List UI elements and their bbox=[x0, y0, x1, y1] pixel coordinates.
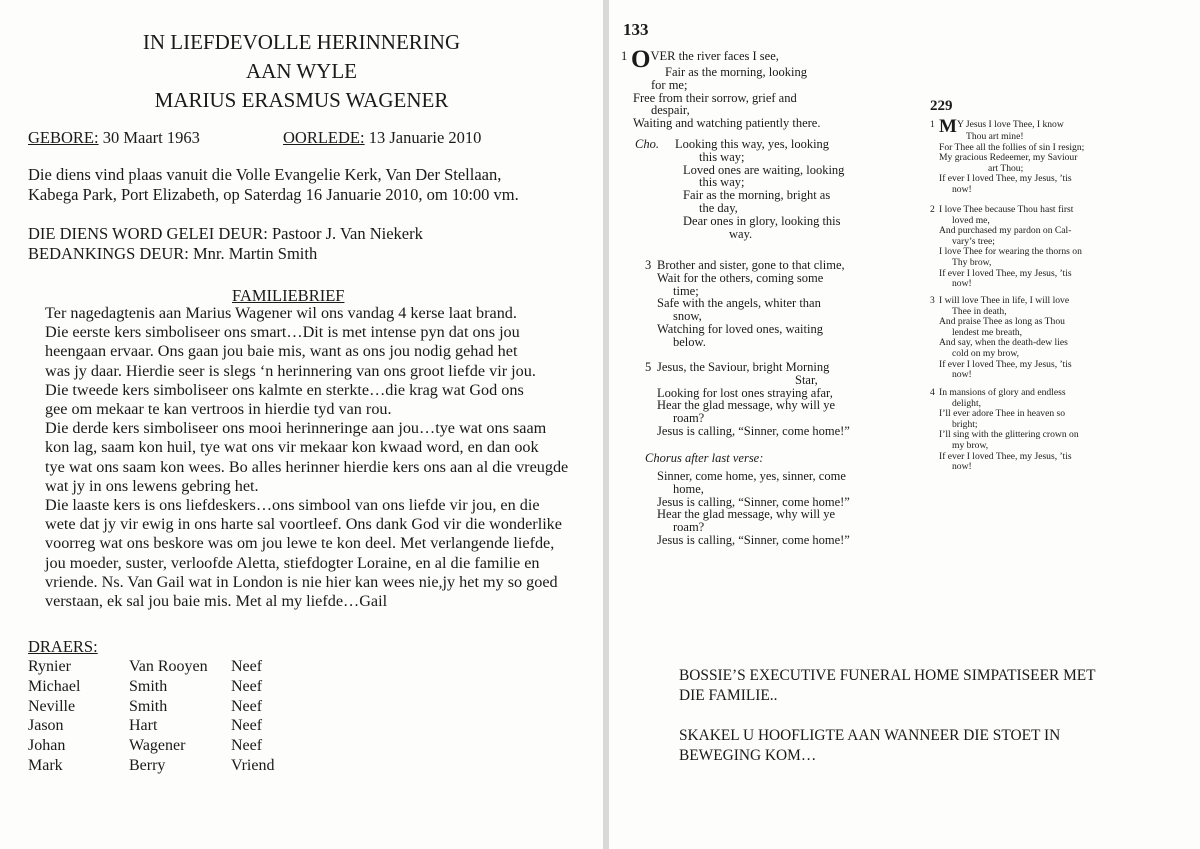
bearer-surname: Berry bbox=[129, 756, 166, 774]
verse-line: Looking for lost ones straying afar, bbox=[657, 385, 833, 400]
hymn-229-verse-4 bbox=[930, 388, 1079, 473]
notice-line: SKAKEL U HOOFLIGTE AAN WANNEER DIE STOET IN bbox=[679, 727, 1061, 744]
verse-number: 1 bbox=[621, 49, 628, 63]
died-label: OORLEDE: bbox=[283, 128, 365, 147]
hymn-229-verse-1 bbox=[930, 116, 1085, 196]
verse-first-line bbox=[930, 388, 1079, 399]
verse-line: roam? bbox=[673, 411, 705, 426]
verse-line: I’ll sing with the glittering crown on bbox=[939, 429, 1079, 441]
verse-line: lendest me breath, bbox=[952, 326, 1023, 338]
bearer-relation: Neef bbox=[231, 658, 263, 675]
verse-line: If ever I loved Thee, my Jesus, ’tis bbox=[939, 358, 1072, 370]
letter-heading: FAMILIEBRIEF bbox=[232, 286, 345, 305]
verse-line: If ever I loved Thee, my Jesus, ’tis bbox=[939, 173, 1072, 185]
verse-first-line bbox=[645, 259, 845, 272]
verse-line: despair, bbox=[651, 103, 690, 118]
verse-line: Hear the glad message, why will ye bbox=[657, 507, 836, 522]
verse-line: Jesus, the Saviour, bright Morning bbox=[657, 360, 830, 374]
verse-line: Thy brow, bbox=[952, 256, 992, 268]
hymn-229-number: 229 bbox=[930, 98, 953, 114]
verse-line: loved me, bbox=[952, 214, 990, 226]
letter-line: heengaan ervaar. Ons gaan jou baie mis, want as ons jou nodig gehad het bbox=[45, 342, 518, 361]
verse-line: snow, bbox=[673, 309, 702, 324]
died-date: 13 Januarie 2010 bbox=[368, 128, 482, 147]
verse-line: In mansions of glory and endless bbox=[939, 387, 1066, 398]
verse-line: Waiting and watching patiently there. bbox=[633, 116, 821, 131]
verse-first-line bbox=[645, 361, 850, 374]
table-row bbox=[28, 756, 274, 776]
verse-line: for me; bbox=[651, 77, 688, 92]
family-letter bbox=[45, 304, 568, 611]
conducted-by: DIE DIENS WORD GELEI DEUR: Pastoor J. Van Niekerk bbox=[28, 224, 423, 243]
verse-line: Brother and sister, gone to that clime, bbox=[657, 258, 845, 272]
verse-number: 4 bbox=[930, 387, 935, 398]
verse-line: delight, bbox=[952, 397, 982, 409]
drop-cap: M bbox=[939, 116, 957, 137]
funeral-home-notice bbox=[679, 666, 1096, 766]
title-line: IN LIEFDEVOLLE HERINNERING bbox=[142, 30, 461, 54]
verse-first-line bbox=[930, 205, 1082, 216]
verse-line: Looking this way, yes, looking bbox=[675, 137, 830, 151]
chorus-label: Cho. bbox=[635, 137, 659, 151]
verse-first-line bbox=[635, 138, 844, 151]
drop-cap: O bbox=[631, 46, 651, 73]
verse-line: now! bbox=[952, 461, 972, 473]
bearer-first-name: Jason bbox=[28, 717, 64, 735]
hymn-133-verse-1 bbox=[621, 46, 821, 131]
letter-line: Die derde kers simboliseer ons mooi herinneringe aan jou…tye wat ons saam bbox=[45, 419, 547, 438]
verse-line: Fair as the morning, bright as bbox=[683, 188, 831, 203]
thanks-by: BEDANKINGS DEUR: Mnr. Martin Smith bbox=[28, 244, 318, 263]
bearer-relation: Neef bbox=[231, 677, 263, 695]
verse-line: I love Thee because Thou hast first bbox=[939, 204, 1074, 215]
verse-line: this way; bbox=[699, 149, 745, 164]
notice-line: BEWEGING KOM… bbox=[679, 747, 817, 764]
verse-line: Jesus is calling, “Sinner, come home!” bbox=[657, 494, 850, 509]
letter-line: tye wat ons saam kon wees. Bo alles herinner hierdie kers ons aan al die vreugde bbox=[45, 457, 569, 476]
letter-line: gee om mekaar te kan vertroos in hierdie tyd van rou. bbox=[45, 400, 392, 419]
hymn-133-chorus bbox=[635, 138, 844, 240]
verse-line: this way; bbox=[699, 175, 745, 190]
bearer-first-name: Rynier bbox=[28, 658, 71, 675]
title-line: MARIUS ERASMUS WAGENER bbox=[154, 88, 449, 112]
hymn-133-number: 133 bbox=[623, 20, 649, 39]
verse-line: time; bbox=[673, 283, 699, 298]
title-line: AAN WYLE bbox=[245, 59, 357, 83]
verse-line: Fair as the morning, looking bbox=[665, 65, 807, 79]
verse-line: art Thou; bbox=[988, 162, 1024, 174]
verse-line: Jesus is calling, “Sinner, come home!” bbox=[657, 532, 850, 547]
letter-line: wat jy in ons lewens gebring het. bbox=[45, 476, 259, 495]
verse-line: Thee in death, bbox=[952, 305, 1007, 317]
death-info bbox=[283, 128, 481, 148]
verse-line: Safe with the angels, whiter than bbox=[657, 296, 821, 311]
letter-line: voorreg wat ons beskore was om jou lewe te kon deel. Met verlangende liefde, bbox=[45, 534, 555, 553]
right-page bbox=[609, 0, 1200, 849]
verse-line: way. bbox=[729, 226, 753, 241]
hymn-229-verse-3 bbox=[930, 296, 1072, 381]
hymn-133-verse-3 bbox=[645, 259, 845, 349]
verse-line: Sinner, come home, yes, sinner, come bbox=[657, 469, 846, 483]
verse-line: Jesus is calling, “Sinner, come home!” bbox=[657, 423, 850, 438]
verse-line: Star, bbox=[795, 372, 818, 387]
verse-first-line bbox=[930, 296, 1072, 307]
verse-line: Loved ones are waiting, looking bbox=[683, 162, 845, 177]
verse-line: Watching for loved ones, waiting bbox=[657, 321, 823, 336]
verse-line: If ever I loved Thee, my Jesus, ’tis bbox=[939, 267, 1072, 279]
service-line: Kabega Park, Port Elizabeth, op Saterdag 16 Januarie 2010, om 10:00 vm. bbox=[28, 185, 519, 204]
letter-line: Die eerste kers simboliseer ons smart…Dit is met intense pyn dat ons jou bbox=[45, 323, 520, 342]
notice-line: BOSSIE’S EXECUTIVE FUNERAL HOME SIMPATISEER MET bbox=[679, 667, 1096, 684]
verse-line: now! bbox=[952, 183, 972, 195]
letter-line: Ter nagedagtenis aan Marius Wagener wil ons vandag 4 kerse laat brand. bbox=[45, 304, 517, 322]
verse-number: 5 bbox=[645, 360, 652, 374]
verse-line: my brow, bbox=[952, 439, 989, 451]
letter-line: Die tweede kers simboliseer ons kalmte en sterkte…die krag wat God ons bbox=[45, 380, 524, 399]
verse-line: home, bbox=[673, 481, 704, 496]
verse-line: I will love Thee in life, I will love bbox=[939, 295, 1070, 306]
verse-line: the day, bbox=[699, 200, 738, 215]
verse-line: Hear the glad message, why will ye bbox=[657, 398, 836, 413]
verse-line: cold on my brow, bbox=[952, 347, 1020, 359]
table-row bbox=[28, 657, 274, 677]
bearer-relation: Neef bbox=[231, 697, 263, 715]
verse-line: Dear ones in glory, looking this bbox=[683, 213, 841, 228]
bearer-surname: Wagener bbox=[129, 737, 186, 755]
born-date: 30 Maart 1963 bbox=[102, 128, 200, 147]
table-row bbox=[28, 677, 274, 697]
bearer-surname: Hart bbox=[129, 717, 158, 735]
bearer-surname: Van Rooyen bbox=[129, 658, 208, 675]
verse-line: My gracious Redeemer, my Saviour bbox=[939, 152, 1078, 164]
letter-line: kon lag, saam kon huil, tye wat ons vir mekaar kon kwaad word, en dan ook bbox=[45, 438, 539, 457]
officiant-info bbox=[28, 224, 423, 264]
verse-line: Wait for the others, coming some bbox=[657, 270, 824, 285]
verse-line: And purchased my pardon on Cal- bbox=[939, 225, 1072, 237]
bearer-relation: Vriend bbox=[231, 756, 275, 774]
verse-number: 3 bbox=[930, 295, 935, 306]
verse-line: below. bbox=[673, 334, 706, 349]
bearers-table bbox=[28, 657, 274, 776]
letter-line: jou moeder, suster, verloofde Aletta, stiefdogter Loraine, en al die familie en bbox=[45, 553, 540, 572]
verse-line: And praise Thee as long as Thou bbox=[939, 316, 1065, 328]
notice-line: DIE FAMILIE.. bbox=[679, 687, 778, 704]
bearer-first-name: Michael bbox=[28, 677, 81, 695]
verse-line: Y Jesus I love Thee, I know bbox=[956, 119, 1064, 130]
chorus-after-label: Chorus after last verse: bbox=[645, 451, 764, 465]
bearer-first-name: Johan bbox=[28, 737, 66, 755]
bearers-heading: DRAERS: bbox=[28, 637, 98, 656]
verse-line: Thou art mine! bbox=[966, 131, 1024, 142]
birth-info bbox=[28, 128, 200, 148]
verse-number: 2 bbox=[930, 204, 935, 215]
hymn-133-verse-5 bbox=[645, 361, 850, 438]
verse-line: VER the river faces I see, bbox=[650, 49, 779, 63]
table-row bbox=[28, 697, 274, 717]
verse-line: For Thee all the follies of sin I resign; bbox=[939, 141, 1085, 153]
bearer-first-name: Neville bbox=[28, 697, 76, 715]
verse-line: I love Thee for wearing the thorns on bbox=[939, 246, 1082, 258]
verse-line: now! bbox=[952, 278, 972, 290]
bearer-relation: Neef bbox=[231, 717, 263, 735]
bearer-first-name: Mark bbox=[28, 756, 63, 774]
verse-line: And say, when the death-dew lies bbox=[939, 337, 1068, 349]
verse-line: Free from their sorrow, grief and bbox=[633, 90, 797, 105]
bearer-relation: Neef bbox=[231, 737, 263, 755]
letter-line: was jy daar. Hierdie seer is slegs ‘n herinnering van ons groot liefde vir jou. bbox=[45, 361, 536, 380]
memorial-title bbox=[0, 28, 603, 115]
service-line: Die diens vind plaas vanuit die Volle Evangelie Kerk, Van Der Stellaan, bbox=[28, 165, 502, 184]
verse-line: bright; bbox=[952, 418, 978, 430]
hymn-133-final-chorus bbox=[657, 470, 850, 547]
bearer-surname: Smith bbox=[129, 697, 168, 715]
letter-line: wete dat jy vir ewig in ons harte sal voortleef. Ons dank God vir die wonderlike bbox=[45, 515, 562, 534]
verse-number: 1 bbox=[930, 119, 935, 130]
bearer-surname: Smith bbox=[129, 677, 168, 695]
verse-number: 3 bbox=[645, 258, 652, 272]
letter-line: verstaan, ek sal jou baie mis. Met al my liefde…Gail bbox=[45, 592, 388, 611]
notice-spacer bbox=[679, 706, 1096, 726]
verse-line: I’ll ever adore Thee in heaven so bbox=[939, 408, 1066, 420]
verse-line: now! bbox=[952, 369, 972, 381]
service-details bbox=[28, 165, 519, 205]
verse-line: If ever I loved Thee, my Jesus, ’tis bbox=[939, 450, 1072, 462]
verse-line: vary’s tree; bbox=[952, 235, 995, 247]
letter-line: Die laaste kers is ons liefdeskers…ons simbool van ons liefde vir jou, en die bbox=[45, 496, 540, 515]
verse-line: roam? bbox=[673, 520, 705, 535]
born-label: GEBORE: bbox=[28, 128, 99, 147]
table-row bbox=[28, 716, 274, 736]
letter-line: vriende. Ns. Van Gail wat in London is nie hier kan wees nie,jy het my so goed bbox=[45, 572, 558, 591]
hymn-229-verse-2 bbox=[930, 205, 1082, 290]
table-row bbox=[28, 736, 274, 756]
